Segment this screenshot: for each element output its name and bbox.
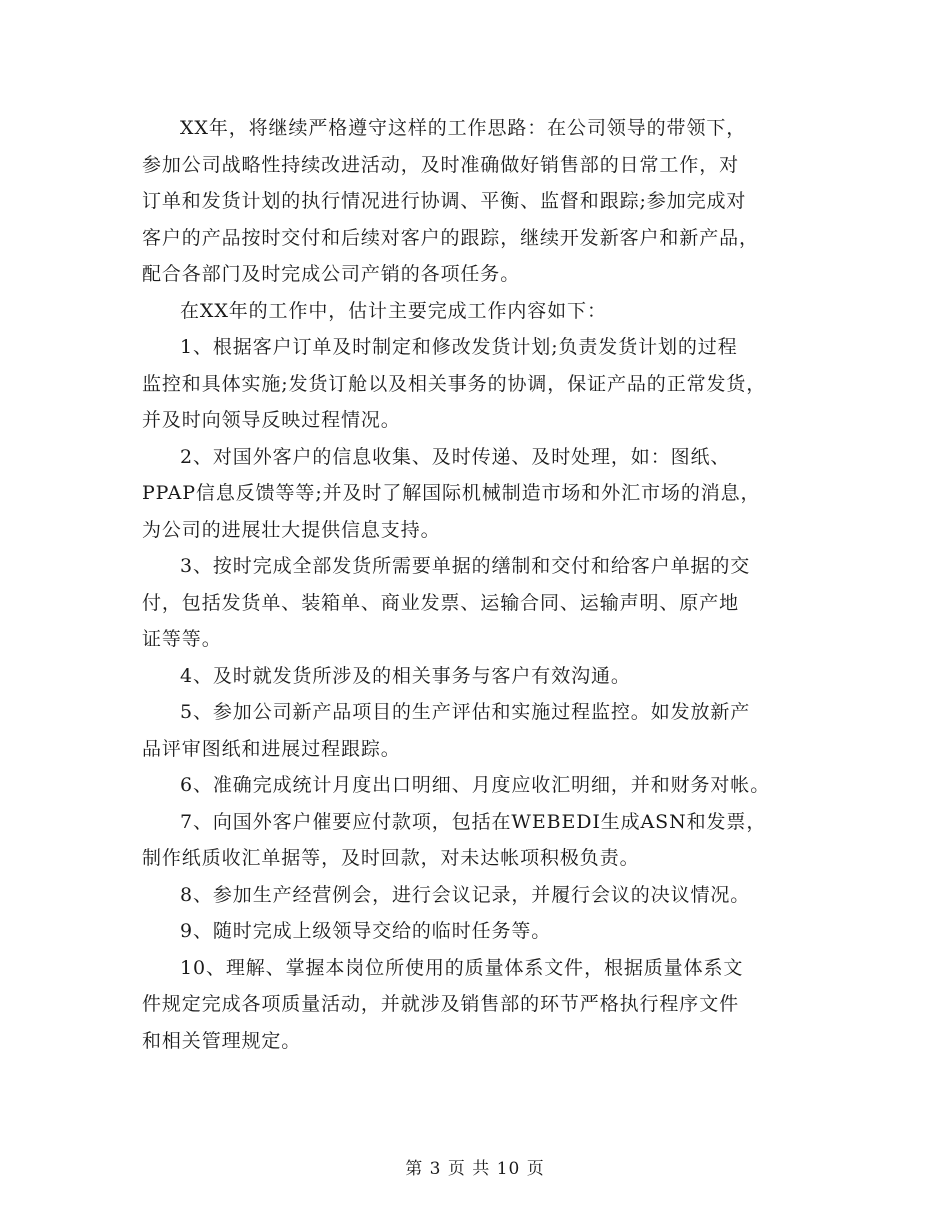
paragraph [142,913,842,950]
text-line: 为公司的进展壮大提供信息支持。 [142,518,441,541]
paragraph [142,694,842,767]
page-footer [0,1154,950,1179]
text-line: 10、理解、掌握本岗位所使用的质量体系文件，根据质量体系文 [180,956,744,979]
paragraph [142,329,842,439]
text-line: 4、及时就发货所涉及的相关事务与客户有效沟通。 [180,664,631,687]
text-line: 制作纸质收汇单据等，及时回款，对未达帐项积极负责。 [142,847,640,869]
text-line: 5、参加公司新产品项目的生产评估和实施过程监控。如发放新产 [180,701,751,723]
paragraph [142,439,842,549]
document-body [142,110,842,1059]
text-line: 和相关管理规定。 [142,1029,302,1052]
text-line: 配合各部门及时完成公司产销的各项任务。 [142,263,521,285]
text-line: 监控和具体实施;发货订舱以及相关事务的协调，保证产品的正常发货， [142,372,767,395]
text-line: 订单和发货计划的执行情况进行协调、平衡、监督和跟踪;参加完成对 [142,190,747,212]
paragraph [142,293,842,330]
text-line: 并及时向领导反映过程情况。 [142,409,401,431]
text-line: 3、按时完成全部发货所需要单据的缮制和交付和给客户单据的交 [180,555,751,577]
text-line: 付，包括发货单、装箱单、商业发票、运输合同、运输声明、原产地 [142,591,740,614]
text-line: 9、随时完成上级领导交给的临时任务等。 [180,920,552,942]
text-line: 在XX年的工作中，估计主要完成工作内容如下： [180,299,607,322]
text-line: 6、准确完成统计月度出口明细、月度应收汇明细，并和财务对帐。 [180,774,771,796]
paragraph [142,110,842,293]
text-line: 8、参加生产经营例会，进行会议记录，并履行会议的决议情况。 [180,883,751,906]
text-line: 证等等。 [142,628,222,650]
text-line: 2、对国外客户的信息收集、及时传递、及时处理，如：图纸、 [180,445,731,468]
text-line: 品评审图纸和进展过程跟踪。 [142,737,401,760]
paragraph [142,804,842,877]
text-line: 参加公司战略性持续改进活动，及时准确做好销售部的日常工作，对 [142,153,740,176]
paragraph [142,658,842,695]
text-line: 件规定完成各项质量活动，并就涉及销售部的环节严格执行程序文件 [142,993,740,1015]
page-number-label: 第 3 页 共 10 页 [405,1159,545,1179]
text-line: 7、向国外客户催要应付款项，包括在WEBEDI生成ASN和发票， [180,810,767,833]
text-line: 1、根据客户订单及时制定和修改发货计划;负责发货计划的过程 [180,336,738,358]
text-line: PPAP信息反馈等等;并及时了解国际机械制造市场和外汇市场的消息， [142,482,761,504]
paragraph [142,767,842,804]
text-line: XX年，将继续严格遵守这样的工作思路：在公司领导的带领下， [180,117,747,139]
paragraph [142,877,842,914]
paragraph [142,950,842,1060]
text-line: 客户的产品按时交付和后续对客户的跟踪，继续开发新客户和新产品， [142,226,759,249]
paragraph [142,548,842,658]
